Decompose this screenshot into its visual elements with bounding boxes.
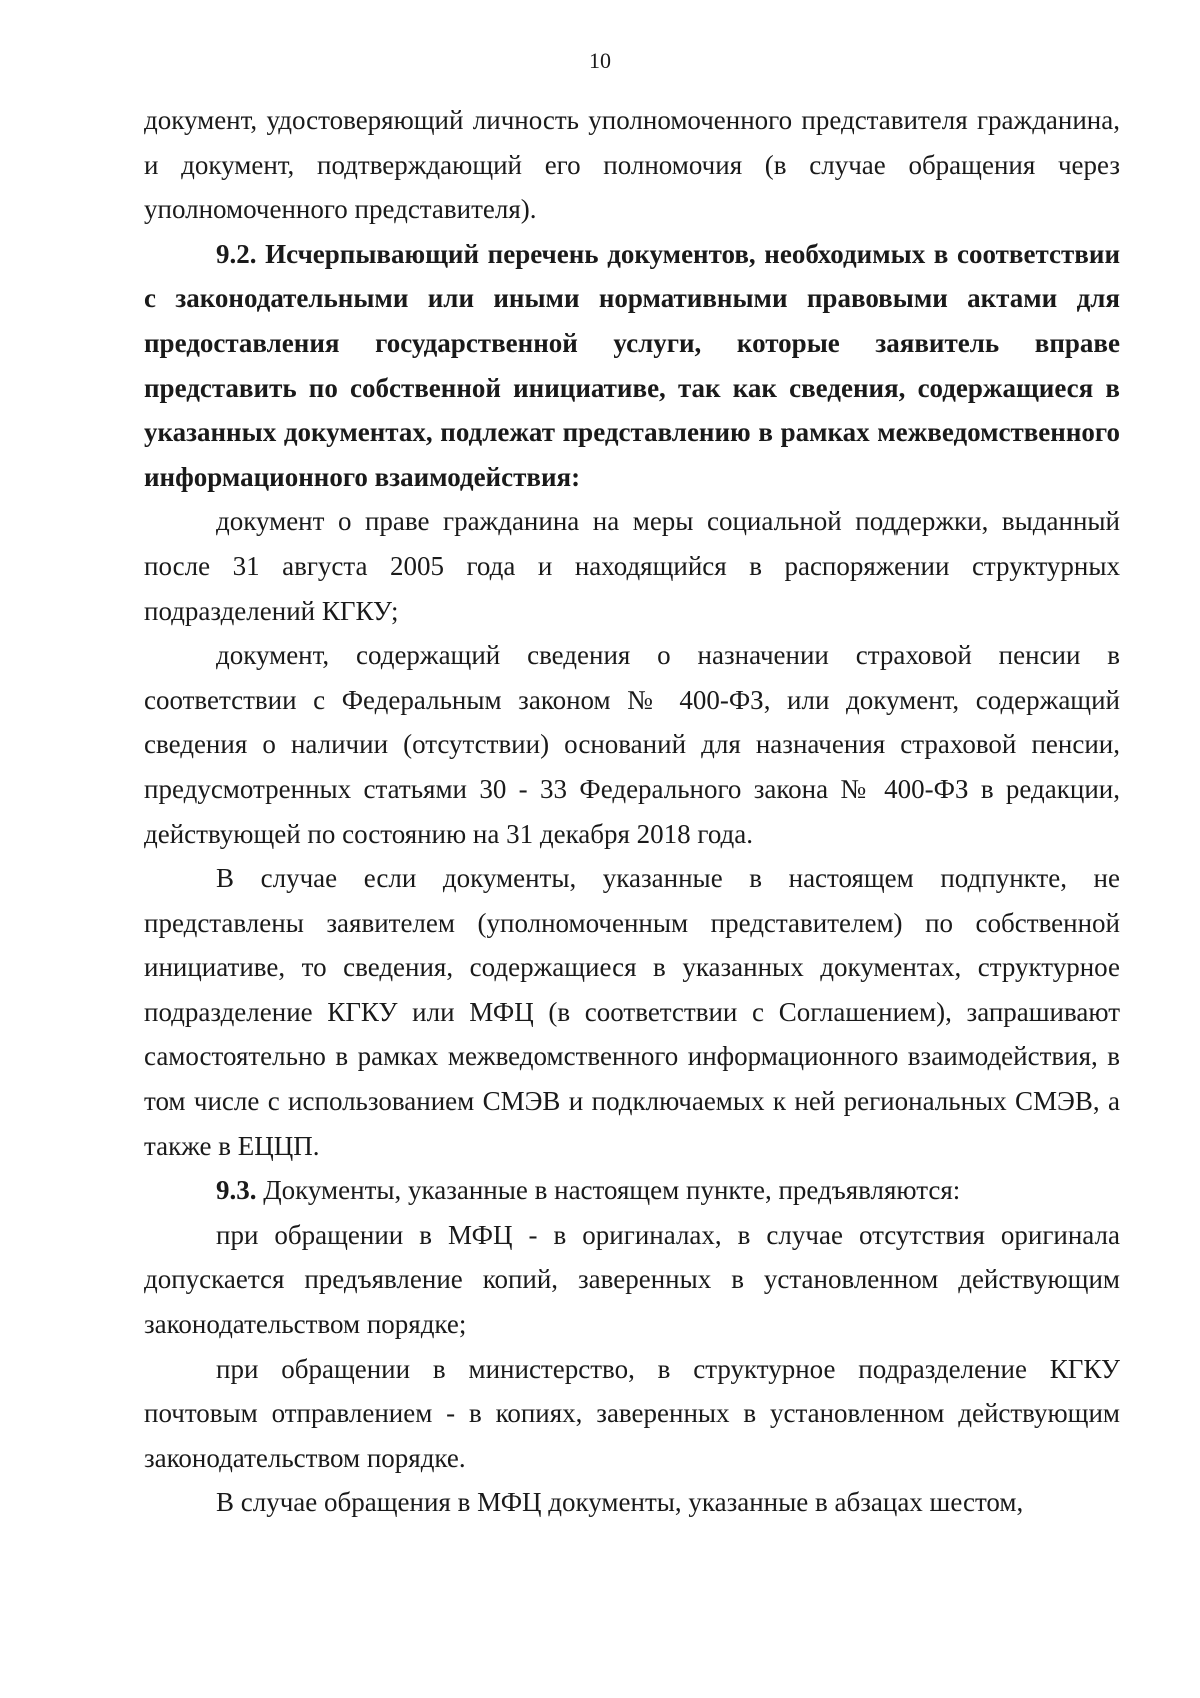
- paragraph-mfc-originals: при обращении в МФЦ - в оригиналах, в случае отсутствия оригинала допускается предъявление копий, заверенных в установленном действующим законодательством порядке;: [144, 1219, 1120, 1340]
- section-heading-9-2: 9.2. Исчерпывающий перечень документов, необходимых в соответствии с законодательными или иными нормативными правовыми актами для предоставления государственной услуги, которые заявитель вправе представить по собственной инициативе, так как сведения, содержащиеся в указанных документах, подлежат представлению в рамках межведомственного информационного взаимодействия:: [144, 238, 1120, 492]
- paragraph-postal-copies: при обращении в министерство, в структурное подразделение КГКУ почтовым отправлением - в копиях, заверенных в установленном действующим законодательством порядке.: [144, 1353, 1120, 1473]
- paragraph-representative-document: документ, удостоверяющий личность уполномоченного представителя гражданина, и документ, подтверждающий его полномочия (в случае обращения через уполномоченного представителя).: [144, 105, 1120, 225]
- paragraph-mfc-documents: В случае обращения в МФЦ документы, указанные в абзацах шестом,: [216, 1487, 1024, 1518]
- document-body: [144, 98, 1120, 1525]
- paragraph-interagency-request: В случае если документы, указанные в настоящем подпункте, не представлены заявителем (уполномоченным представителем) по собственной инициативе, то сведения, содержащиеся в указанных документах, структурное подразделение КГКУ или МФЦ (в соответствии с Соглашением), запрашивают самостоятельно в рамках межведомственного информационного взаимодействия, в том числе с использованием СМЭВ и подключаемых к ней региональных СМЭВ, а также в ЕЦЦП.: [144, 863, 1120, 1161]
- section-9-3-text: Документы, указанные в настоящем пункте, предъявляются:: [256, 1175, 961, 1206]
- paragraph-pension-document: документ, содержащий сведения о назначении страховой пенсии в соответствии с Федеральным законом № 400-ФЗ, или документ, содержащий сведения о наличии (отсутствии) оснований для назначения страховой пенсии, предусмотренных статьями 30 - 33 Федерального закона № 400-ФЗ в редакции, действующей по состоянию на 31 декабря 2018 года.: [144, 640, 1120, 849]
- page-number: 10: [589, 48, 611, 73]
- paragraph-section-9-3: [144, 1168, 1120, 1213]
- section-number-9-3: 9.3.: [216, 1175, 257, 1206]
- paragraph-social-support-document: документ о праве гражданина на меры социальной поддержки, выданный после 31 августа 2005 года и находящийся в распоряжении структурных подразделений КГКУ;: [144, 506, 1120, 626]
